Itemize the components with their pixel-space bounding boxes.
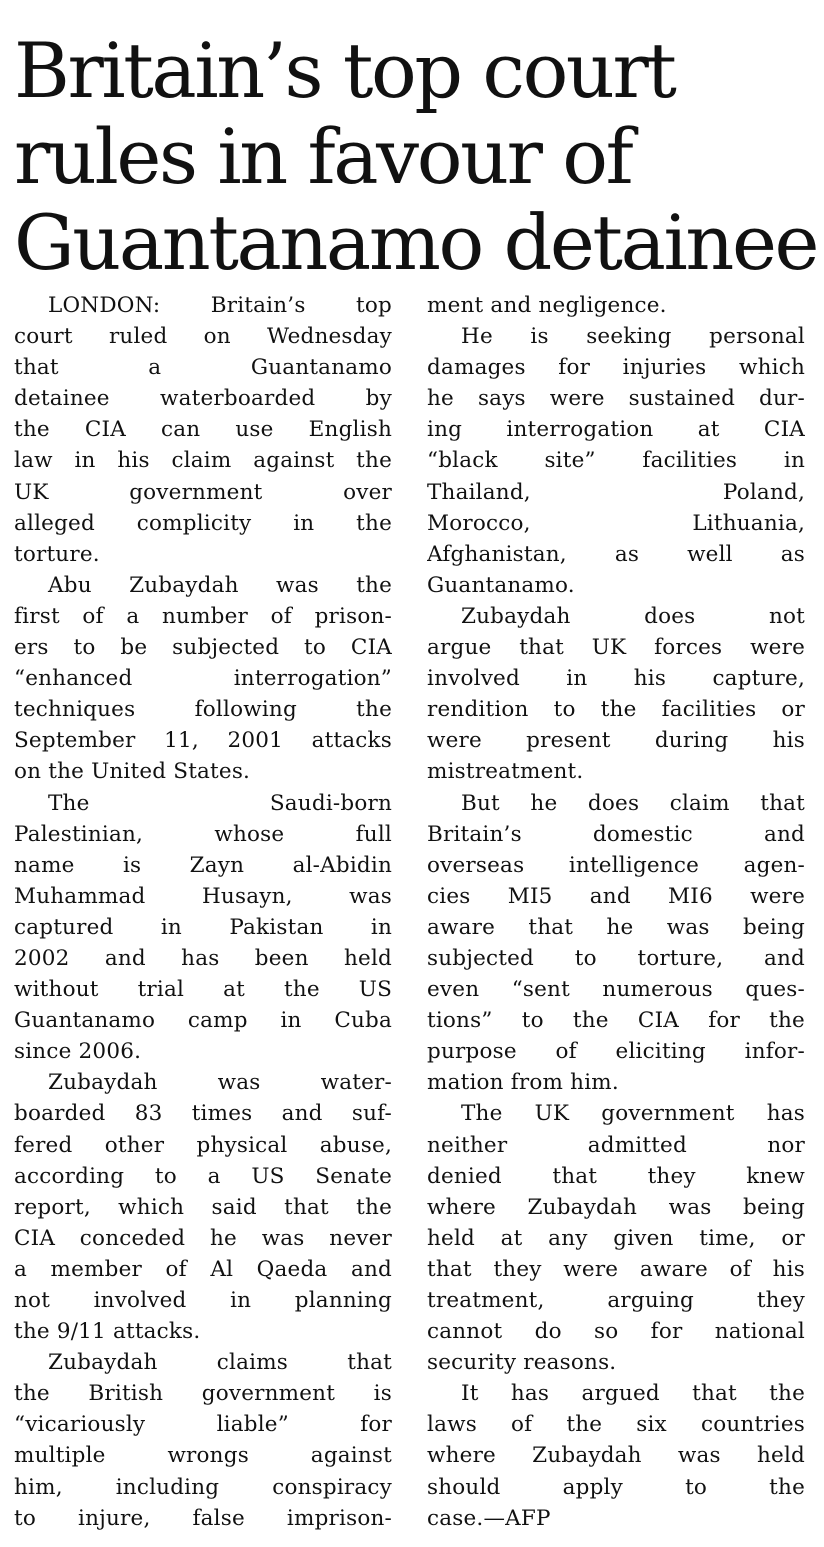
body-text-line: name is Zayn al-Abidin bbox=[14, 852, 392, 878]
body-text-line: where Zubaydah was being bbox=[427, 1194, 805, 1220]
body-text-line: September 11, 2001 attacks bbox=[14, 728, 392, 754]
body-text-line: mation from him. bbox=[427, 1070, 619, 1096]
body-text-line: subjected to torture, and bbox=[427, 945, 805, 971]
body-text-line: law in his claim against the bbox=[14, 448, 392, 474]
body-text-line: aware that he was being bbox=[427, 914, 805, 940]
body-text-line: multiple wrongs against bbox=[14, 1443, 392, 1469]
body-text-line: to injure, false imprison- bbox=[14, 1505, 392, 1531]
body-text-line: LONDON: Britain’s top bbox=[48, 293, 392, 318]
body-text-line: The Saudi-born bbox=[48, 790, 392, 816]
body-text-line: him, including conspiracy bbox=[14, 1474, 392, 1500]
body-text-line: the 9/11 attacks. bbox=[14, 1319, 201, 1345]
body-text-line: court ruled on Wednesday bbox=[14, 324, 392, 350]
body-text-line: since 2006. bbox=[14, 1039, 142, 1065]
body-text-line: ers to be subjected to CIA bbox=[14, 635, 392, 661]
body-text-line: He is seeking personal bbox=[461, 324, 805, 350]
body-text-line: argue that UK forces were bbox=[427, 635, 805, 661]
body-text-line: on the United States. bbox=[14, 759, 251, 785]
headline bbox=[14, 26, 818, 287]
body-text-line: involved in his capture, bbox=[427, 666, 805, 692]
body-text-line: Palestinian, whose full bbox=[14, 821, 392, 847]
body-text-line: Thailand, Poland, bbox=[427, 479, 805, 505]
body-text-line: But he does claim that bbox=[461, 790, 805, 816]
body-text-line: CIA conceded he was never bbox=[14, 1225, 392, 1251]
body-text-line: case.—AFP bbox=[427, 1505, 551, 1531]
body-text-line: damages for injuries which bbox=[427, 355, 805, 381]
article-body-right-column bbox=[427, 290, 805, 1534]
body-text-line: that they were aware of his bbox=[427, 1256, 805, 1282]
body-text-line: a member of Al Qaeda and bbox=[14, 1256, 392, 1282]
body-text-line: cies MI5 and MI6 were bbox=[427, 883, 805, 909]
body-text-line: “enhanced interrogation” bbox=[14, 666, 392, 692]
headline-line: Guantanamo detainee bbox=[14, 198, 818, 287]
body-text-line: Guantanamo. bbox=[427, 572, 575, 598]
body-text-line: Britain’s domestic and bbox=[427, 821, 805, 847]
body-text-line: not involved in planning bbox=[14, 1288, 392, 1313]
body-text-line: Abu Zubaydah was the bbox=[48, 572, 392, 598]
body-text-line: should apply to the bbox=[427, 1474, 805, 1500]
body-text-line: UK government over bbox=[14, 479, 392, 505]
body-text-line: that a Guantanamo bbox=[14, 355, 392, 381]
body-text-line: Zubaydah was water- bbox=[48, 1070, 392, 1096]
body-text-line: Zubaydah does not bbox=[461, 603, 805, 629]
body-text-line: were present during his bbox=[427, 728, 805, 754]
body-text-line: cannot do so for national bbox=[427, 1319, 805, 1345]
body-text-line: denied that they knew bbox=[427, 1163, 805, 1189]
body-text-line: he says were sustained dur- bbox=[427, 386, 805, 412]
body-text-line: fered other physical abuse, bbox=[14, 1132, 392, 1158]
body-text-line: 2002 and has been held bbox=[14, 945, 392, 971]
body-text-line: Morocco, Lithuania, bbox=[427, 510, 805, 536]
body-text-line: ing interrogation at CIA bbox=[427, 417, 805, 443]
body-text-line: torture. bbox=[14, 541, 100, 567]
body-text-line: rendition to the facilities or bbox=[427, 697, 805, 723]
body-text-line: The UK government has bbox=[461, 1101, 805, 1127]
body-text-line: techniques following the bbox=[14, 697, 392, 723]
body-text-line: detainee waterboarded by bbox=[14, 386, 392, 412]
body-text-line: overseas intelligence agen- bbox=[427, 852, 805, 878]
body-text-line: where Zubaydah was held bbox=[427, 1443, 805, 1469]
body-text-line: Muhammad Husayn, was bbox=[14, 883, 392, 909]
body-text-line: boarded 83 times and suf- bbox=[14, 1101, 392, 1127]
body-text-line: held at any given time, or bbox=[427, 1225, 805, 1251]
headline-line: Britain’s top court bbox=[14, 26, 675, 115]
body-text-line: even “sent numerous ques- bbox=[427, 977, 805, 1003]
body-text-line: neither admitted nor bbox=[427, 1132, 805, 1158]
body-text-line: without trial at the US bbox=[14, 977, 392, 1003]
body-text-line: purpose of eliciting infor- bbox=[427, 1039, 805, 1065]
body-text-line: “vicariously liable” for bbox=[14, 1412, 392, 1438]
body-text-line: ment and negligence. bbox=[427, 293, 667, 318]
body-text-line: according to a US Senate bbox=[14, 1163, 392, 1189]
body-text-line: alleged complicity in the bbox=[14, 510, 392, 536]
body-text-line: tions” to the CIA for the bbox=[427, 1008, 805, 1034]
body-text-line: Guantanamo camp in Cuba bbox=[14, 1008, 392, 1034]
body-text-line: Afghanistan, as well as bbox=[427, 541, 805, 567]
body-text-line: first of a number of prison- bbox=[14, 603, 392, 629]
body-text-line: “black site” facilities in bbox=[427, 448, 805, 474]
body-text-line: Zubaydah claims that bbox=[48, 1350, 392, 1376]
body-text-line: laws of the six countries bbox=[427, 1412, 805, 1438]
body-text-line: the British government is bbox=[14, 1381, 392, 1407]
body-text-line: mistreatment. bbox=[427, 759, 584, 785]
headline-line: rules in favour of bbox=[14, 112, 632, 201]
body-text-line: security reasons. bbox=[427, 1350, 617, 1376]
article-body-left-column bbox=[14, 290, 392, 1534]
body-text-line: report, which said that the bbox=[14, 1194, 392, 1220]
body-text-line: treatment, arguing they bbox=[427, 1288, 805, 1313]
body-text-line: It has argued that the bbox=[461, 1381, 805, 1407]
body-text-line: captured in Pakistan in bbox=[14, 914, 392, 940]
body-text-line: the CIA can use English bbox=[14, 417, 392, 443]
